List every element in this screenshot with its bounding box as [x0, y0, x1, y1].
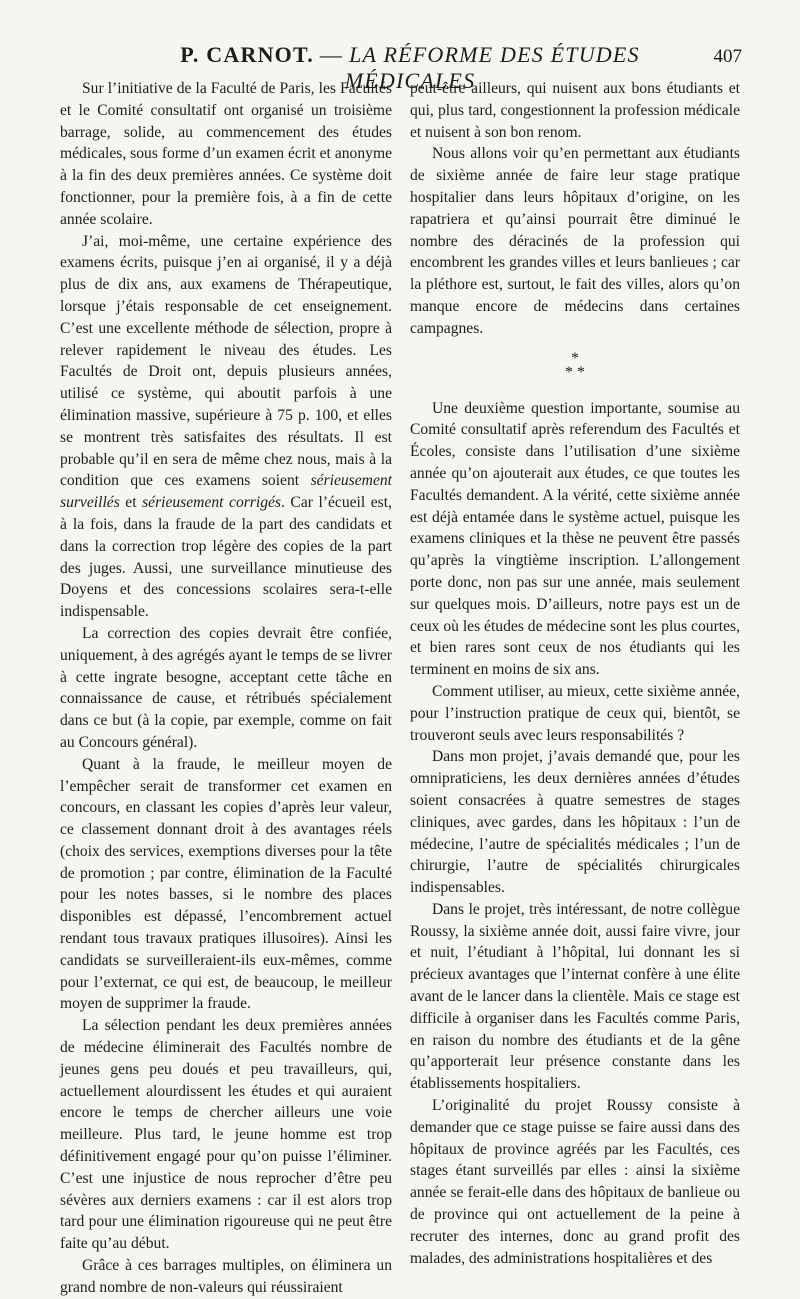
paragraph: Comment utiliser, au mieux, cette sixième année, pour l’instruction pratique de ceux qui, bientôt, se trouveront seuls avec leurs responsabilités ?	[410, 682, 740, 744]
paragraph-text: J’ai, moi-même, une certaine expérience des examens écrits, puisque j’en ai organisé, il y a déjà plus de dix ans, aux examens de Thérapeutique, lorsque j’étais responsable de cet enseignement. C’est une excellente méthode de sélection, propre à relever rapidement le niveau des études. Les Facultés de Droit ont, depuis plusieurs années, utilisé ce système, qui aboutit parfois à une élimination massive, supérieure à 75 p. 100, et elles se montrent très satisfaites des résultats. Il est probable qu’il en sera de même chez nous, mais à la condition que ces examens soient	[60, 232, 392, 490]
right-text-column	[410, 78, 740, 1269]
running-header	[0, 42, 800, 93]
paragraph: Dans mon projet, j’avais demandé que, pour les omnipraticiens, les deux dernières années d’études soient consacrées à quatre semestres de stages cliniques, avec gardes, dans les hôpitaux : l’un de médecine, l’autre de spécialités médicales ; l’un de chirurgie, l’autre de spécialités chirurgicales indispensables.	[410, 748, 740, 897]
paragraph: Grâce à ces barrages multiples, on éliminera un grand nombre de non-valeurs qui réussiraient	[60, 1257, 392, 1296]
section-separator	[410, 349, 740, 388]
header-author: P. CARNOT.	[180, 42, 314, 67]
paragraph: La sélection pendant les deux premières années de médecine éliminerait des Facultés nombre de jeunes gens peu doués et peu travailleurs, qui, actuellement alourdissent les études et qui auraient encore le temps de chercher ailleurs une voie meilleure. Plus tard, le jeune homme est trop définitivement engagé pour qu’on puisse l’éliminer. C’est une injustice de nous reprocher d’être peu sévères aux derniers examens : car il est alors trop tard pour une élimination rigoureuse qui ne peut être faite qu’au début.	[60, 1017, 392, 1253]
asterism-bottom: * *	[565, 363, 585, 381]
paragraph: Dans le projet, très intéressant, de notre collègue Roussy, la sixième année doit, aussi faire vivre, jour et nuit, l’étudiant à l’hôpital, lui donnant les si précieux avantages que l’internat confère à une élite avant de le lancer dans la clientèle. Mais ce stage est difficile à organiser dans les Facultés comme Paris, en raison du nombre des étudiants et de la gêne qu’apporterait leur présence constante dans les établissements hospitaliers.	[410, 900, 740, 1093]
paragraph: Nous allons voir qu’en permettant aux étudiants de sixième année de faire leur stage pratique hospitalier dans leurs hôpitaux d’origine, on les rapatriera et qu’ainsi pourrait être diminué le nombre des déracinés de la profession qui encombrent les grandes villes et leurs banlieues ; car la pléthore est, surtout, le fait des villes, alors qu’on manque encore de médecins dans certaines campagnes.	[410, 145, 740, 337]
emphasis-text: sérieusement corrigés	[142, 494, 281, 512]
paragraph-text: . Car l’écueil est, à la fois, dans la fraude de la part des candidats et dans la correction trop légère des copies de la part des juges. Aussi, une surveillance minutieuse des Doyens et des concessions scolaires sera-t-elle indispensable.	[60, 494, 392, 621]
paragraph: peut-être ailleurs, qui nuisent aux bons étudiants et qui, plus tard, congestionnent la profession médicale et nuisent à son bon renom.	[410, 80, 740, 141]
header-separator: —	[319, 42, 344, 67]
paragraph	[60, 231, 392, 623]
paragraph: La correction des copies devrait être confiée, uniquement, à des agrégés ayant le temps de se livrer à cette ingrate besogne, acceptant cette tâche en connaissance de cause, et rétribués spécialement dans ce but (à la copie, par exemple, comme on fait au Concours général).	[60, 624, 392, 751]
header-article-title: LA RÉFORME DES ÉTUDES MÉDICALES	[344, 42, 640, 93]
paragraph: Une deuxième question importante, soumise au Comité consultatif après referendum des Facultés et Écoles, consiste dans l’utilisation d’une sixième année qu’on ajouterait aux études, ce que toutes les Facultés demandent. A la vérité, cette sixième année est déjà entamée dans le système actuel, puisque les examens cliniques et la thèse ne peuvent être passés qu’après la vingtième inscription. L’allongement porte donc, non pas sur une année, mais seulement sur quelques mois. D’ailleurs, notre pays est un de ceux où les études de médecine sont les plus courtes, et bien rares sont ceux de nos étudiants qui les terminent en moins de six ans.	[410, 399, 740, 679]
paragraph: L’originalité du projet Roussy consiste à demander que ce stage puisse se faire aussi dans des hôpitaux de province agréés par les Facultés, ces stages étant surveillés par elles : ainsi la sixième année se ferait-elle dans des hôpitaux de banlieue ou de province qui ont actuellement de la peine à recruter des internes, donc au grand profit des malades, des administrations hospitalières et des	[410, 1097, 740, 1267]
asterism-top: *	[571, 349, 579, 367]
page-number: 407	[713, 46, 742, 67]
paragraph: Sur l’initiative de la Faculté de Paris, les Facultés et le Comité consultatif ont organisé un troisième barrage, solide, au commencement des études médicales, sous forme d’un examen écrit et anonyme à la fin des deux premières années. Ce système doit fonctionner, pour la première fois, à a fin de cette année scolaire.	[60, 80, 392, 228]
emphasis-text: sérieusement surveillés	[60, 472, 392, 512]
left-text-column	[60, 78, 392, 1299]
paragraph: Quant à la fraude, le meilleur moyen de l’empêcher serait de transformer cet examen en concours, en classant les copies d’après leur valeur, ce classement donnant droit à des avantages réels (choix des services, exemptions diverses pour la tête de promotion ; par contre, élimination de la Faculté pour les notes basses, si le nombre des places disponibles est dépassé, l’encombrement actuel rendant tous travaux pratiques illusoires). Ainsi les candidats se surveilleraient-ils eux-mêmes, comme pour l’externat, ce qui est, de beaucoup, le meilleur moyen de supprimer la fraude.	[60, 755, 392, 1013]
paragraph-text: et	[119, 494, 143, 512]
